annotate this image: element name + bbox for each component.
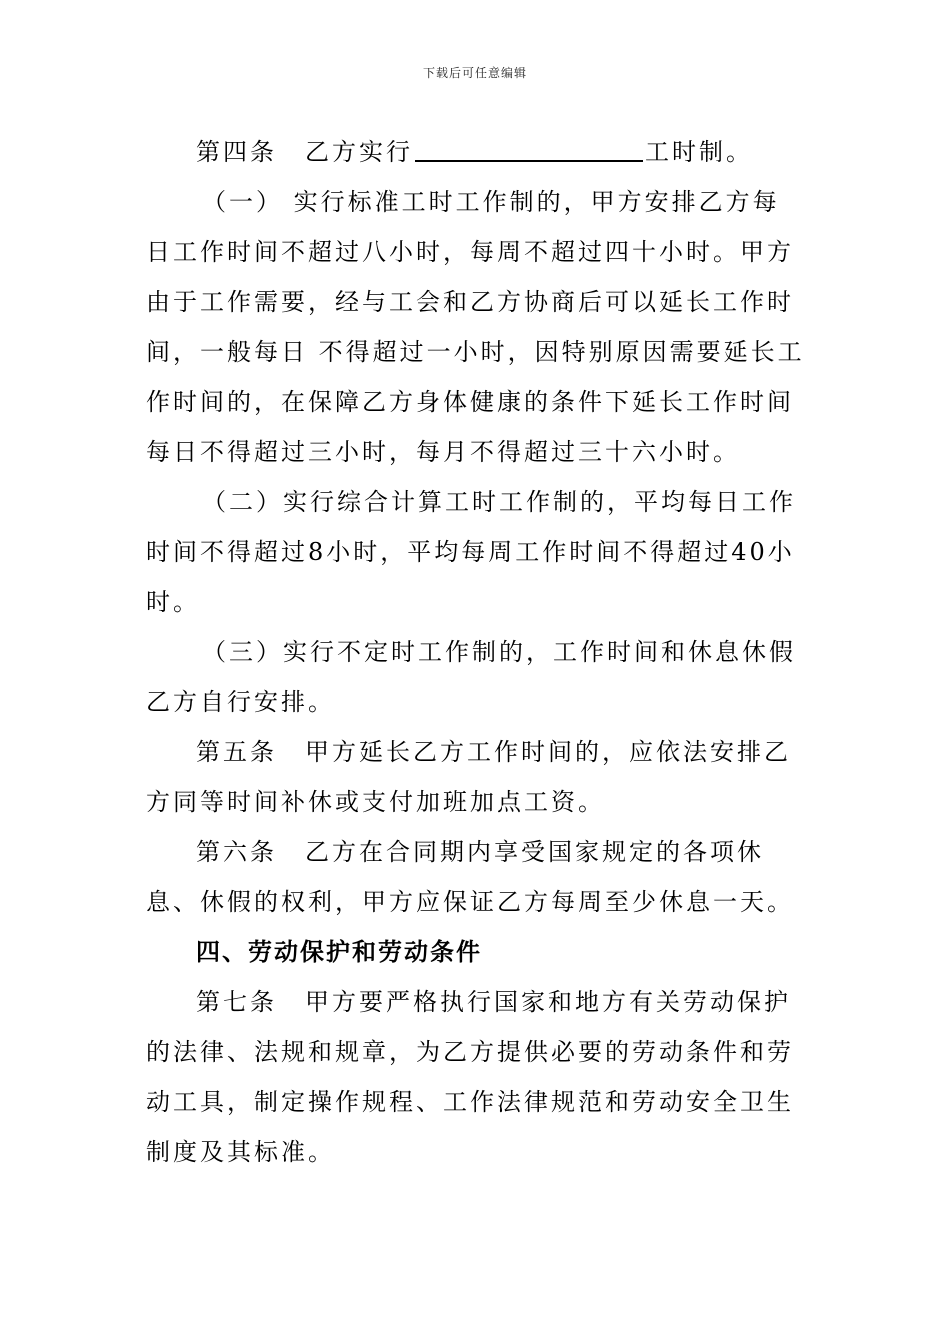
article-5 bbox=[146, 727, 806, 827]
section-4-heading: 四、劳动保护和劳动条件 bbox=[196, 938, 482, 966]
fill-in-blank bbox=[415, 138, 643, 162]
document-body bbox=[146, 127, 806, 1177]
page-header-note: 下载后可任意编辑 bbox=[422, 66, 527, 80]
article-5-label: 第五条 bbox=[196, 738, 277, 766]
article-4-text-before: 乙方实行 bbox=[305, 138, 413, 166]
item-1-standard-hours: （一） 实行标准工时工作制的，甲方安排乙方每日工作时间不超过八小时，每周不超过四十小时。甲方由于工作需要，经与工会和乙方协商后可以延长工作时间，一般每日 不得超过一小时，因特别原因需要延长工作时间的，在保障乙方身体健康的条件下延长工作时间每日不得超过三小时，每月不得超过三十六小时。 bbox=[146, 188, 805, 466]
article-7 bbox=[146, 977, 806, 1177]
article-7-text: 甲方要严格执行国家和地方有关劳动保护的法律、法规和规章，为乙方提供必要的劳动条件和劳动工具，制定操作规程、工作法律规范和劳动安全卫生制度及其标准。 bbox=[146, 988, 794, 1166]
article-6-text: 乙方在合同期内享受国家规定的各项休息、休假的权利，甲方应保证乙方每周至少休息一天。 bbox=[146, 838, 794, 916]
article-5-text: 甲方延长乙方工作时间的，应依法安排乙方同等时间补休或支付加班加点工资。 bbox=[146, 738, 791, 816]
article-4-text-after: 工时制。 bbox=[645, 138, 753, 166]
article-4-label: 第四条 bbox=[196, 138, 277, 166]
article-4 bbox=[146, 127, 806, 177]
article-6-label: 第六条 bbox=[196, 838, 277, 866]
article-6 bbox=[146, 827, 806, 927]
item-3-flexible-hours: （三）实行不定时工作制的，工作时间和休息休假乙方自行安排。 bbox=[146, 638, 796, 716]
article-7-label: 第七条 bbox=[196, 988, 277, 1016]
item-2-comprehensive-hours: （二）实行综合计算工时工作制的，平均每日工作时间不得超过8小时，平均每周工作时间不得超过40小时。 bbox=[146, 488, 796, 616]
